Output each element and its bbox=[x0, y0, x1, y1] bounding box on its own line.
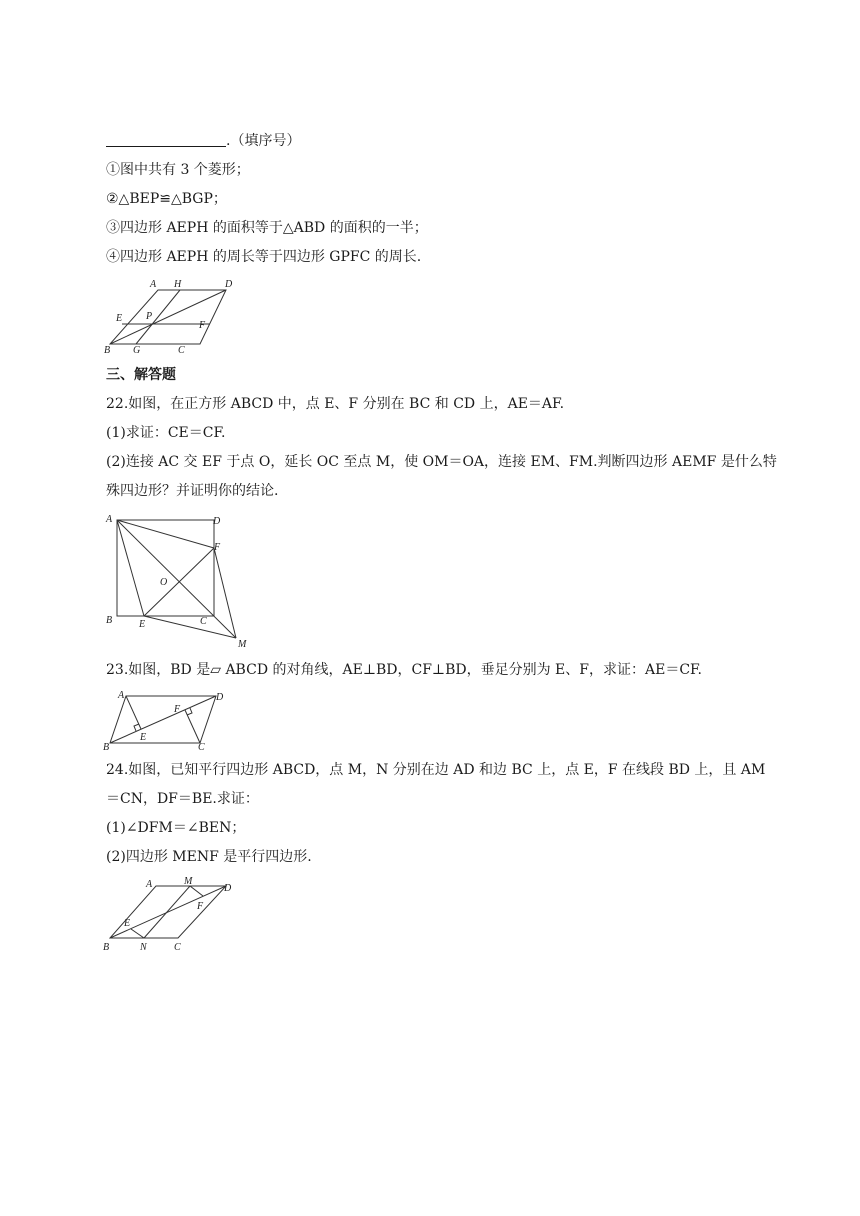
label-o: O bbox=[160, 577, 168, 588]
q23-stem: 23.如图，BD 是▱ ABCD 的对角线，AE⊥BD，CF⊥BD，垂足分别为 E、F，求证：AE＝CF. bbox=[106, 662, 703, 678]
label-n: N bbox=[140, 942, 147, 953]
label-d: D bbox=[216, 692, 224, 703]
label-d: D bbox=[224, 883, 232, 894]
label-d: D bbox=[225, 279, 233, 290]
segment-ae bbox=[117, 520, 144, 616]
diagonal-bd bbox=[110, 886, 226, 938]
q24-figure bbox=[100, 874, 240, 954]
section-title: 三、解答题 bbox=[106, 367, 176, 383]
q22-stem: 22.如图，在正方形 ABCD 中，点 E、F 分别在 BC 和 CD 上，AE＝AF. bbox=[106, 396, 565, 412]
q21-option-1: ①图中共有 3 个菱形； bbox=[106, 162, 250, 178]
label-f: F bbox=[199, 320, 206, 331]
answer-blank bbox=[106, 132, 226, 147]
label-g: G bbox=[133, 345, 141, 356]
label-c: C bbox=[198, 742, 205, 753]
label-f: F bbox=[174, 704, 181, 715]
label-c: C bbox=[200, 616, 207, 627]
diagonal-bd bbox=[110, 290, 226, 344]
label-b: B bbox=[103, 942, 110, 953]
label-c: C bbox=[174, 942, 181, 953]
q22-part2-line2: 殊四边形？并证明你的结论. bbox=[106, 483, 279, 499]
label-f: F bbox=[214, 542, 221, 553]
q21-blank-suffix: .（填序号） bbox=[226, 133, 301, 149]
q21-figure bbox=[100, 276, 240, 356]
segment-hg bbox=[136, 290, 180, 344]
label-d: D bbox=[213, 516, 221, 527]
label-m: M bbox=[184, 876, 193, 887]
q21-option-2: ②△BEP≌△BGP； bbox=[106, 191, 227, 207]
label-a: A bbox=[150, 279, 157, 290]
label-h: H bbox=[174, 279, 182, 290]
q24-stem-line1: 24.如图，已知平行四边形 ABCD，点 M，N 分别在边 AD 和边 BC 上，点 E，F 在线段 BD 上，且 AM bbox=[106, 762, 766, 778]
segment-em bbox=[144, 616, 236, 638]
label-c: C bbox=[178, 345, 185, 356]
label-e: E bbox=[140, 732, 147, 743]
q22-figure bbox=[102, 510, 262, 650]
label-b: B bbox=[103, 742, 110, 753]
label-a: A bbox=[118, 690, 125, 701]
label-a: A bbox=[146, 879, 153, 890]
q24-part2: (2)四边形 MENF 是平行四边形. bbox=[106, 849, 312, 865]
label-b: B bbox=[104, 345, 111, 356]
segment-fm bbox=[214, 548, 236, 638]
label-b: B bbox=[106, 615, 113, 626]
segment-en bbox=[131, 929, 144, 938]
label-p: P bbox=[146, 311, 153, 322]
q24-part1: (1)∠DFM＝∠BEN； bbox=[106, 820, 246, 836]
segment-mf bbox=[190, 886, 203, 896]
q23-figure bbox=[100, 688, 230, 752]
q21-option-4: ④四边形 AEPH 的周长等于四边形 GPFC 的周长. bbox=[106, 249, 422, 265]
q22-part1: (1)求证：CE＝CF. bbox=[106, 425, 226, 441]
q21-answer-line bbox=[106, 131, 300, 151]
segment-am bbox=[117, 520, 236, 638]
q24-stem-line2: ＝CN，DF＝BE.求证： bbox=[106, 791, 259, 807]
q22-part2-line1: (2)连接 AC 交 EF 于点 O，延长 OC 至点 M，使 OM＝OA，连接 EM、FM.判断四边形 AEMF 是什么特 bbox=[106, 454, 777, 470]
label-e: E bbox=[139, 619, 146, 630]
q21-option-3: ③四边形 AEPH 的面积等于△ABD 的面积的一半； bbox=[106, 220, 428, 236]
label-f: F bbox=[197, 901, 204, 912]
label-e: E bbox=[124, 918, 131, 929]
segment-mn bbox=[144, 886, 190, 938]
label-e: E bbox=[116, 313, 123, 324]
diagonal-bd bbox=[110, 696, 216, 743]
label-m: M bbox=[238, 639, 247, 650]
label-a: A bbox=[106, 514, 113, 525]
